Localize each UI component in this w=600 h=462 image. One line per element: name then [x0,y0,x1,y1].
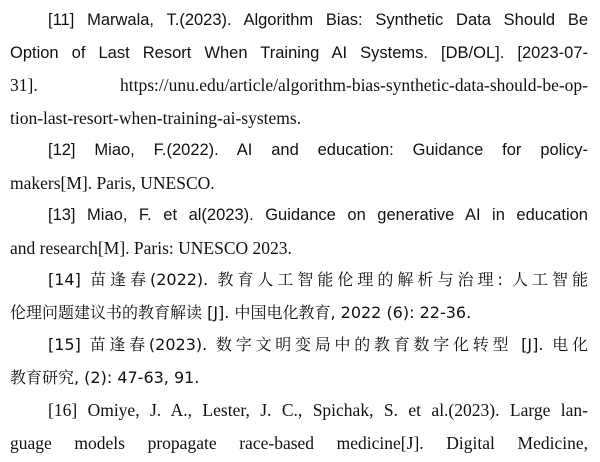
reference-line: 伦理问题建议书的教育解读 [J]. 中国电化教育, 2022 (6): 22-36. [10,302,472,322]
reference-line: [16] Omiye, J. A., Lester, J. C., Spichak, S. et al.(2023). Large lan- [48,400,588,420]
reference-line: guage models propagate race-based medicine[J]. Digital Medicine, [10,432,588,453]
reference-item-13 [10,199,588,264]
reference-item-12 [10,134,588,199]
reference-item-14 [10,264,588,329]
reference-line: [11] Marwala, T.(2023). Algorithm Bias: Synthetic Data Should Be [48,11,588,29]
reference-item-15 [10,329,588,394]
reference-item-11 [10,4,588,134]
reference-line: [15] 苗逢春(2023). 数字文明变局中的教育数字化转型 [J]. 电化 [48,335,588,354]
reference-line: Option of Last Resort When Training AI Systems. [DB/OL]. [2023-07- [10,43,588,62]
reference-line: [13] Miao, F. et al(2023). Guidance on generative AI in education [48,206,588,224]
reference-line: makers[M]. Paris, UNESCO. [10,172,215,193]
reference-line: tion-last-resort-when-training-ai-systems. [10,107,302,128]
reference-line: 教育研究, (2): 47-63, 91. [10,367,200,387]
reference-item-16 [10,394,588,459]
reference-line: 31]. https://unu.edu/article/algorithm-bias-synthetic-data-should-be-op- [10,75,588,95]
reference-line: [14] 苗逢春(2022). 教育人工智能伦理的解析与治理: 人工智能 [48,270,588,289]
reference-line: [12] Miao, F.(2022). AI and education: Guidance for policy- [48,141,588,159]
reference-line: and research[M]. Paris: UNESCO 2023. [10,237,292,258]
